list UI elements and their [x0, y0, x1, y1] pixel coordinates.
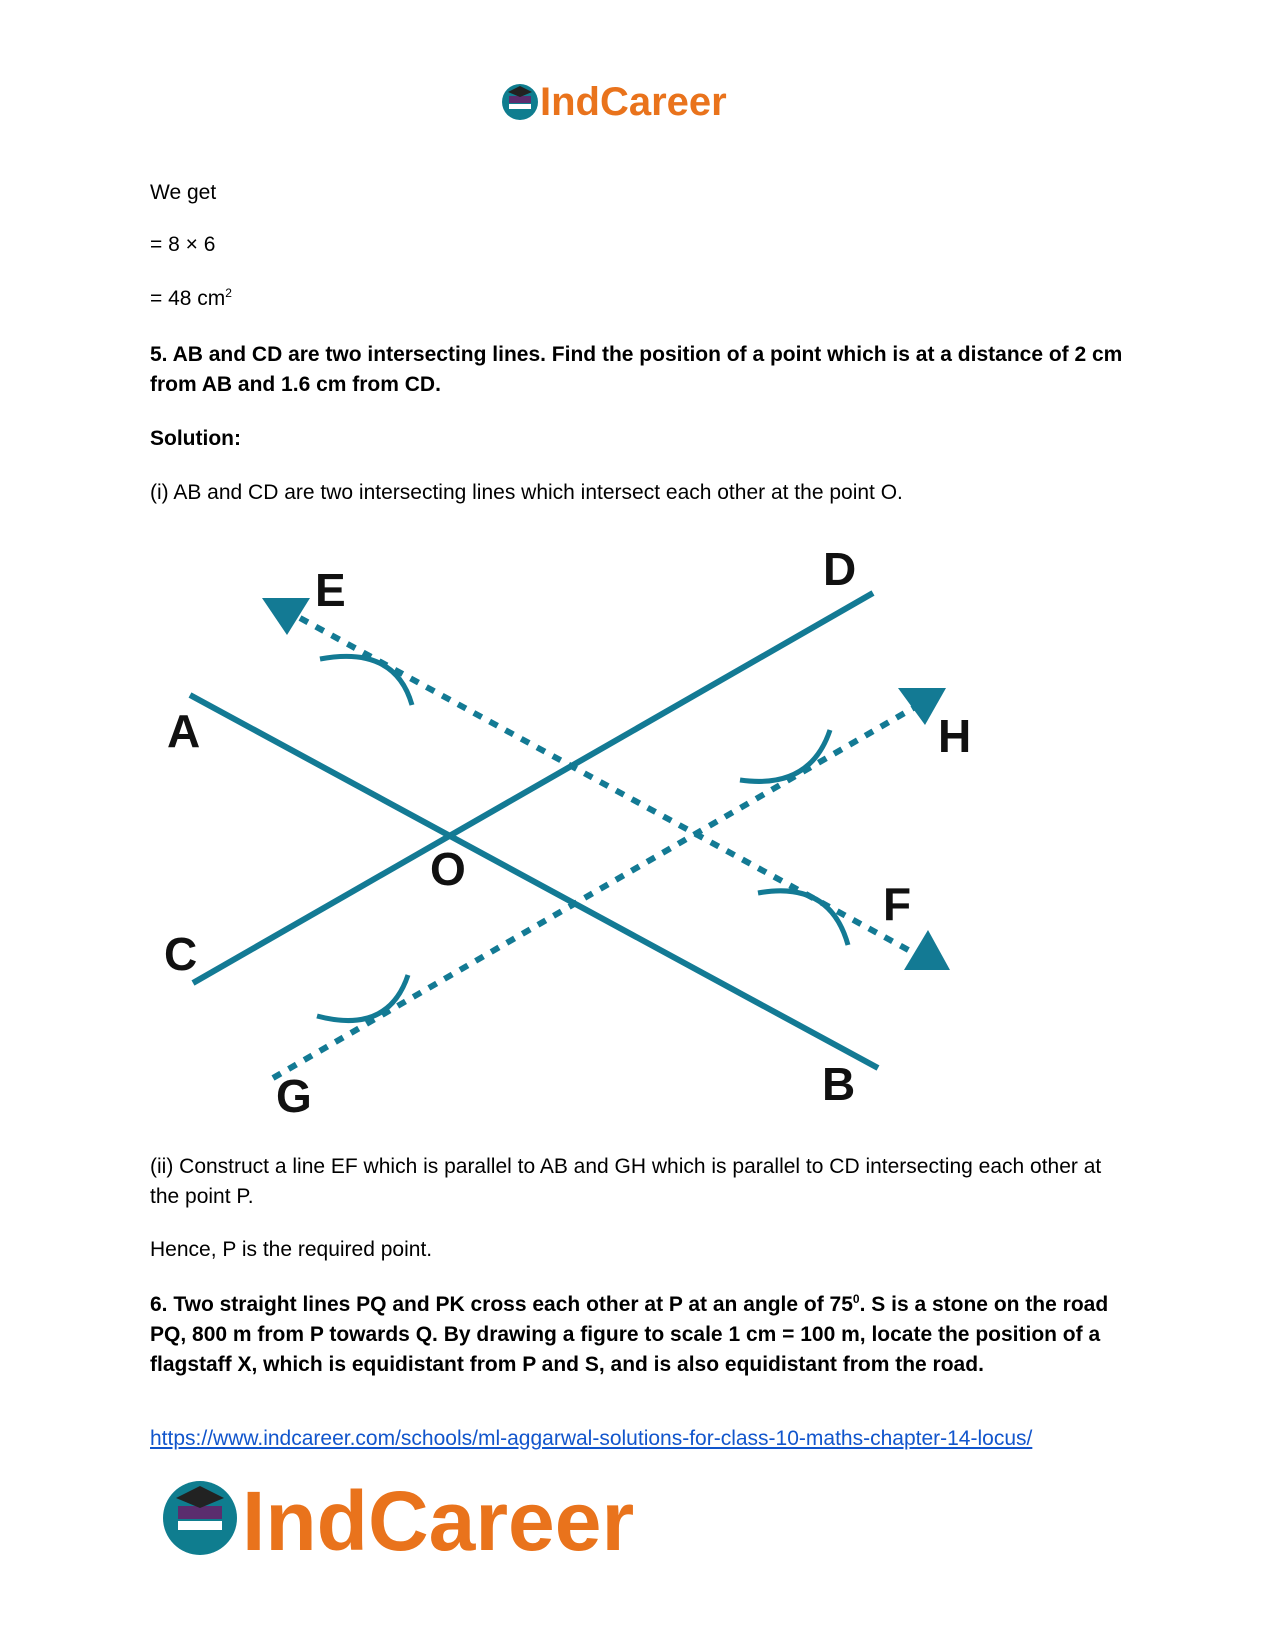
label-o: O: [430, 843, 466, 895]
label-b: B: [822, 1058, 856, 1110]
label-a: A: [167, 705, 201, 757]
label-c: C: [164, 928, 198, 980]
step-1: (i) AB and CD are two intersecting lines which intersect each other at the point O.: [150, 481, 903, 504]
arc-g: [317, 975, 408, 1021]
question-5: 5. AB and CD are two intersecting lines. Find the position of a point which is at a distance of 2 cm from AB and 1.6 cm from CD.: [150, 343, 1123, 396]
svg-text:IndCareer: IndCareer: [242, 1474, 635, 1565]
arc-h: [740, 730, 830, 781]
label-d: D: [823, 543, 857, 595]
step-2: (ii) Construct a line EF which is parallel to AB and GH which is parallel to CD intersecting each other at the point P.: [150, 1155, 1102, 1208]
label-g: G: [276, 1070, 312, 1122]
label-e: E: [315, 564, 346, 616]
question-6: 6. Two straight lines PQ and PK cross each other at P at an angle of $75^0$. S is a stone on the road PQ, 800 m from P towards Q. By drawing a figure to scale 1 cm = 100 m, locate the position of a flagstaff X, which is equidistant from P and S, and is also equidistant from the road.: [150, 1292, 1109, 1376]
conclusion: Hence, P is the required point.: [150, 1238, 433, 1261]
line-ab: [190, 695, 878, 1068]
solution-label: Solution:: [150, 427, 241, 450]
text-8x6: = 8 × 6: [150, 233, 216, 256]
arc-e: [320, 656, 412, 705]
svg-text:IndCareer: IndCareer: [540, 80, 727, 124]
text-we-get: We get: [150, 181, 217, 204]
source-link[interactable]: https://www.indcareer.com/schools/ml-aggarwal-solutions-for-class-10-maths-chapter-14-locus/: [150, 1427, 1033, 1450]
intersecting-lines-figure: [150, 540, 990, 1140]
indcareer-logo-top: [500, 78, 780, 128]
arc-f: [758, 891, 848, 945]
label-f: F: [883, 878, 912, 930]
text-48cm: = 48 $cm^2$: [150, 286, 232, 310]
line-gh: [273, 707, 915, 1078]
indcareer-logo-bottom: [160, 1470, 700, 1565]
label-h: H: [938, 710, 972, 762]
arrowhead-f: [904, 930, 950, 970]
